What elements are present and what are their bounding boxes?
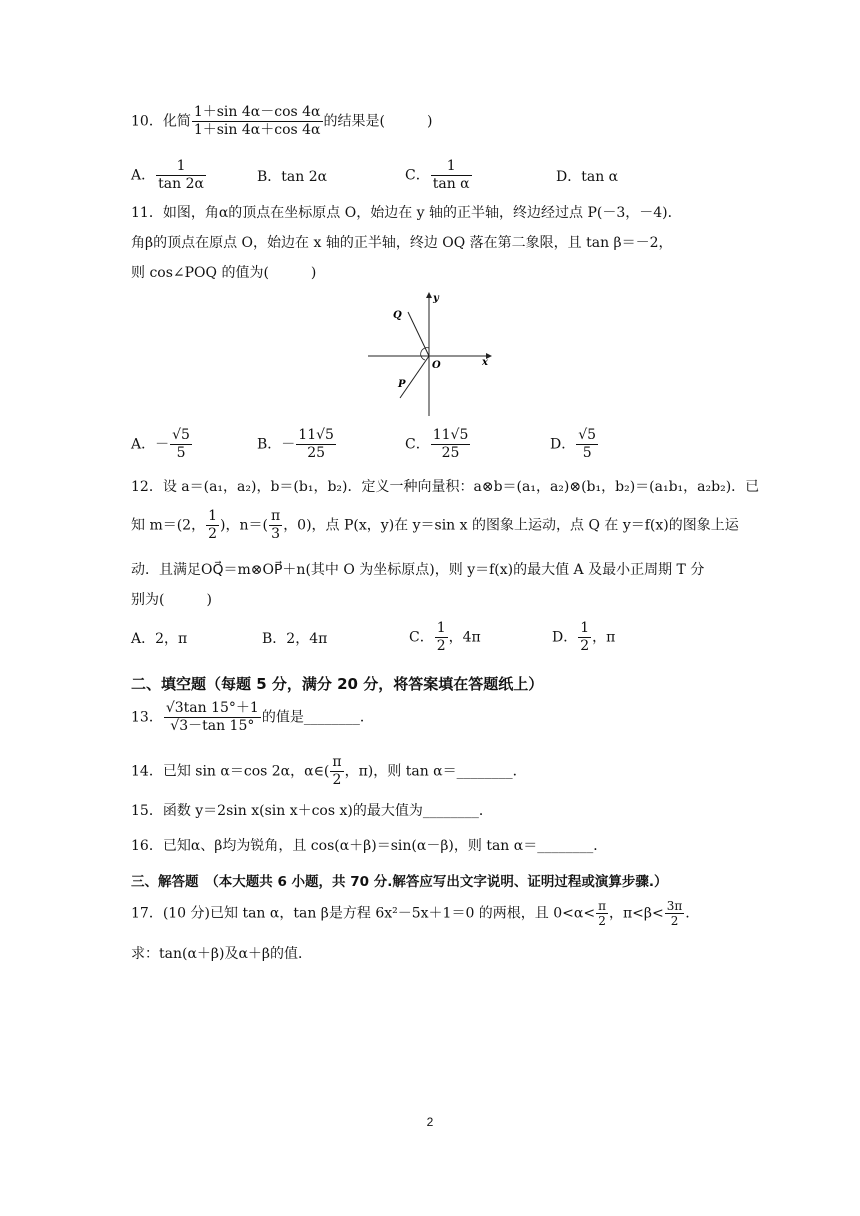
question-14: 14．已知 sin α＝cos 2α，α∈( $\frac{\pi}{2}$ ，π)，则 tan α＝________． [131,754,527,788]
question-10 [131,104,432,139]
q11-coordinate-figure [360,288,495,420]
q12-line-2: 知 m＝(2， $\frac{1}{2}$ )，n＝( $\frac{\pi}{3}$ ，0)，点 P(x，y)在 y＝sin x 的图象上运动，点 Q 在 y＝f(x)的图象上运 [131,508,739,542]
q11-line-2: 角β的顶点在原点 O，始边在 x 轴的正半轴，终边 OQ 落在第二象限，且 tan β＝－2， [131,235,673,251]
q10-numerator: 1＋sin 4α－cos 4α [193,104,321,120]
q17-line-2: 求：tan(α＋β)及α＋β的值． [131,946,313,962]
section-3-heading: 三、解答题 （本大题共 6 小题，共 70 分.解答应写出文字说明、证明过程或演算步骤.） [131,874,668,890]
q12-line-4: 别为( ) [131,592,212,608]
q10-option-a: A． $\frac{1}{\tan 2\alpha}$ [131,158,204,192]
question-16: 16．已知α、β均为锐角，且 cos(α＋β)＝sin(α－β)，则 tan α＝________． [131,838,608,854]
q12-line-3: 动．且满足OQ⃗＝m⊗OP⃗＋n(其中 O 为坐标原点)，则 y＝f(x)的最大值 A 及最小正周期 T 分 [131,562,705,578]
q12-line-1: 12．设 a＝(a₁，a₂)，b＝(b₁，b₂)．定义一种向量积：a⊗b＝(a₁，a₂)⊗(b₁，b₂)＝(a₁b₁，a₂b₂)．已 [131,479,760,495]
q11-line-3: 则 cos∠POQ 的值为( ) [131,265,317,281]
q10-option-b: B．tan 2α [257,169,328,185]
label-x: x [482,357,488,368]
q10-option-d: D．tan α [556,169,619,185]
section-2-heading: 二、填空题（每题 5 分，满分 20 分，将答案填在答题纸上） [131,675,544,693]
ray-op [400,356,429,398]
label-q: Q [393,310,402,321]
ray-oq [408,312,429,356]
label-y: y [433,293,439,304]
question-17: 17．(10 分)已知 tan α，tan β是方程 6x²－5x＋1＝0 的两根，且 0<α< $\frac{\pi}{2}$ ，π<β< $\frac{3\pi}{2}$ . [131,899,690,928]
y-axis-arrow [426,292,432,298]
label-o: O [432,360,441,371]
q10-option-c: C． $\frac{1}{\text{tan α}}$ [405,158,470,192]
q11-option-a: A．－ $\frac{√5}{5}$ [131,427,190,461]
q12-option-b: B．2，4π [262,631,328,647]
page-number: 2 [426,1115,434,1129]
q10-fraction [192,104,323,139]
q10-denominator: 1＋sin 4α＋cos 4α [193,122,321,138]
question-13: 13． $\frac{√3\tan 15^\circ+1}{√3-\tan 15^\circ}$ 的值是________． [131,700,374,734]
q12-option-c: C． $\frac{1}{2}$ ，4π [409,620,481,654]
q11-option-b: B．－ $\frac{11√5}{25}$ [257,427,334,461]
q10-prefix: 10．化简 [131,113,191,130]
label-p: P [398,379,406,390]
q11-option-d: D． $\frac{√5}{5}$ [550,427,597,461]
q12-option-a: A．2，π [131,631,188,647]
q11-option-c: C． $\frac{11√5}{25}$ [405,427,469,461]
q11-line-1: 11．如图，角α的顶点在坐标原点 O，始边在 y 轴的正半轴，终边经过点 P(－3，－4)． [131,205,682,221]
question-15: 15．函数 y＝2sin x(sin x＋cos x)的最大值为________． [131,803,493,819]
q12-option-d: D． $\frac{1}{2}$ ，π [552,620,616,654]
q10-suffix: 的结果是( ) [323,113,433,130]
